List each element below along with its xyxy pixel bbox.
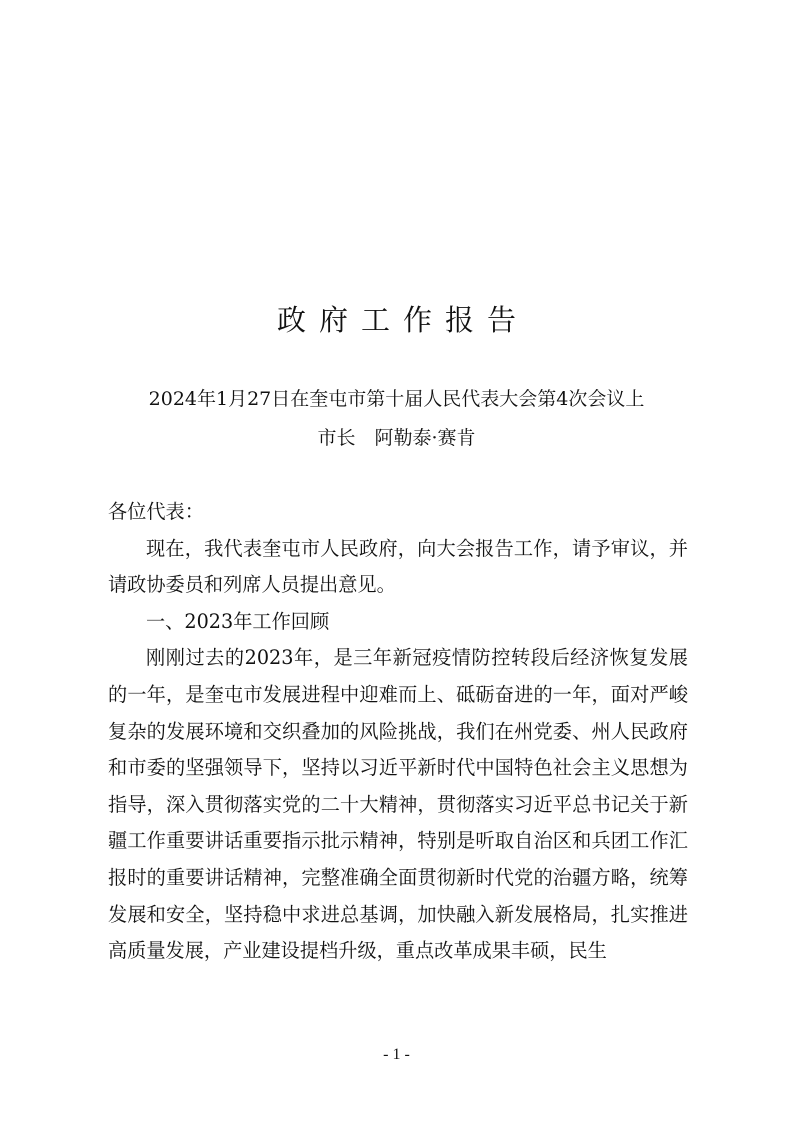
salutation: 各位代表： [108,500,204,523]
body-paragraph: 刚刚过去的2023年，是三年新冠疫情防控转段后经济恢复发展的一年，是奎屯市发展进程中迎难而上、砥砺奋进的一年，面对严峻复杂的发展环境和交织叠加的风险挑战，我们在州党委、州人民政府和市委的坚强领导下，坚持以习近平新时代中国特色社会主义思想为指导，深入贯彻落实党的二十大精神，贯彻落实习近平总书记关于新疆工作重要讲话重要指示批示精神，特别是听取自治区和兵团工作汇报时的重要讲话精神，完整准确全面贯彻新时代党的治疆方略，统筹发展和安全，坚持稳中求进总基调，加快融入新发展格局，扎实推进高质量发展，产业建设提档升级，重点改革成果丰硕，民生 [108,646,688,963]
document-title: 政府工作报告 [276,303,529,337]
body-paragraph: 现在，我代表奎屯市人民政府，向大会报告工作，请予审议，并请政协委员和列席人员提出意见。 [108,536,688,597]
report-speaker: 市长 阿勒泰·赛肯 [317,427,476,449]
section-heading: 一、2023年工作回顾 [146,609,330,633]
document-body [108,494,688,970]
report-occasion: 2024年1月27日在奎屯市第十届人民代表大会第4次会议上 [148,388,645,410]
page-number: - 1 - [383,1046,410,1063]
